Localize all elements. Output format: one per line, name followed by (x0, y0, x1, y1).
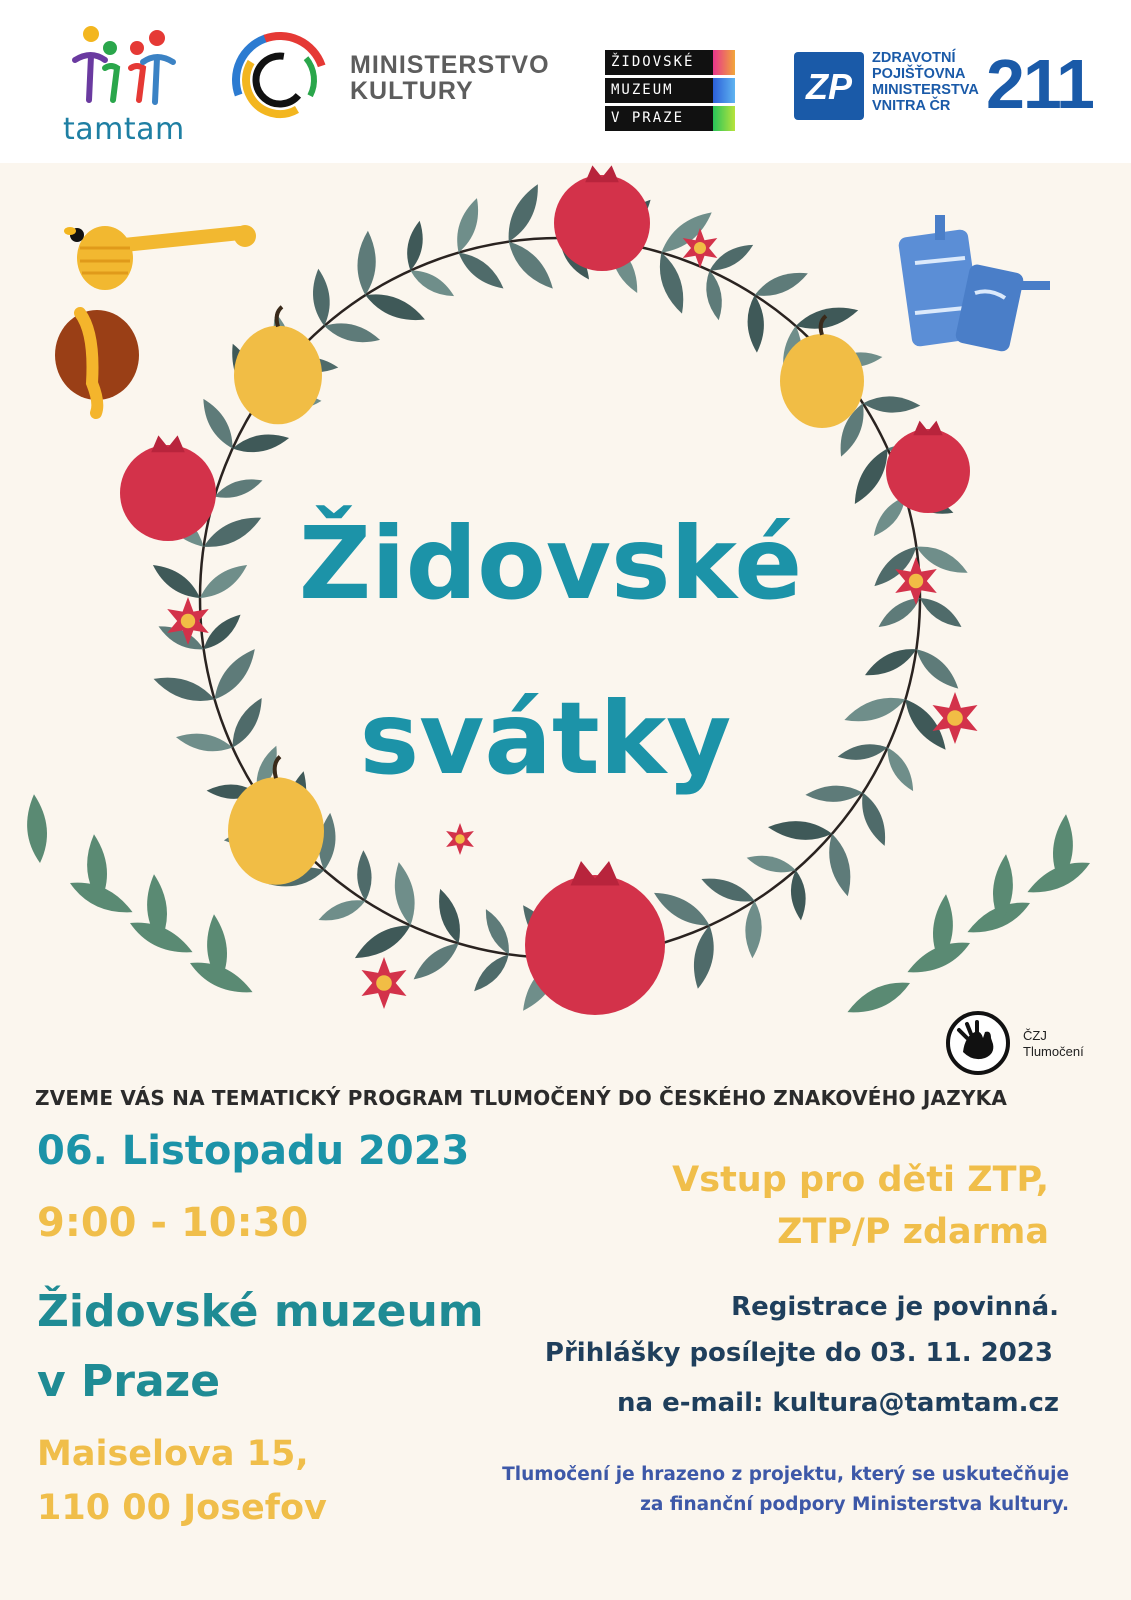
leaf (823, 832, 856, 899)
leaf (767, 818, 833, 843)
leaf (794, 301, 861, 334)
registration-line-2: Přihlášky posílejte do 03. 11. 2023 (544, 1338, 1053, 1368)
leaf (789, 869, 808, 921)
museum-line-3: V PRAZE (605, 106, 715, 131)
leaf (706, 239, 757, 277)
registration-line-1: Registrace je povinná. (731, 1292, 1059, 1322)
museum-color-bar-1 (713, 50, 735, 75)
ministry-c-icon (230, 30, 330, 130)
entry-line-1: Vstup pro děti ZTP, (672, 1160, 1049, 1200)
leaf (316, 894, 368, 926)
leaf (752, 266, 811, 303)
insurance-number: 211 (986, 45, 1093, 123)
czj-interpreting-badge (945, 1010, 1085, 1070)
insurance-line-2: POJIŠŤOVNA (872, 66, 966, 82)
leaf (855, 790, 892, 849)
funding-line-1: Tlumočení je hrazeno z projektu, který se uskutečňuje (502, 1464, 1069, 1485)
etrog-icon (234, 307, 322, 424)
logo-header (0, 0, 1131, 163)
event-time: 9:00 - 10:30 (37, 1200, 309, 1246)
event-address-line-1: Maiselova 15, (37, 1434, 309, 1474)
leaf (454, 246, 509, 295)
entry-line-2: ZTP/P zdarma (777, 1212, 1049, 1252)
star-flower-icon (362, 957, 407, 1009)
insurance-line-4: VNITRA ČR (872, 98, 951, 114)
pomegranate-icon (525, 861, 665, 1015)
leaf (698, 872, 757, 909)
leaf (310, 268, 332, 327)
sprig-leaf (843, 974, 914, 1021)
event-date: 06. Listopadu 2023 (37, 1128, 470, 1174)
tamtam-logo (55, 20, 205, 150)
star-flower-icon (446, 823, 474, 855)
leaf (409, 937, 464, 986)
museum-color-bar-2 (713, 78, 735, 103)
event-venue-line-1: Židovské muzeum (37, 1286, 484, 1337)
zp-badge (794, 52, 864, 120)
event-venue-line-2: v Praze (37, 1356, 221, 1407)
leaf (469, 949, 514, 996)
zp-badge-icon (794, 52, 864, 120)
leaf (745, 851, 798, 877)
leaf (322, 318, 382, 348)
museum-line-1: ŽIDOVSKÉ (605, 50, 715, 75)
ministry-line-1: MINISTERSTVO (350, 51, 550, 79)
insurance-line-1: ZDRAVOTNÍ (872, 50, 956, 66)
leaf (356, 850, 372, 901)
honey-apple-icon (55, 225, 256, 413)
leaf (863, 395, 921, 414)
leaf (689, 924, 719, 991)
event-address-line-2: 110 00 Josefov (37, 1488, 327, 1528)
czj-label (1023, 1028, 1084, 1060)
ministry-line-2: KULTURY (350, 77, 474, 105)
leaf (356, 230, 377, 295)
leaf (350, 918, 415, 966)
museum-color-bar-3 (713, 106, 735, 131)
insurance-logo (794, 45, 1114, 128)
insurance-line-3: MINISTERSTVA (872, 82, 979, 98)
tamtam-figures-icon (55, 20, 195, 115)
invitation-heading: ZVEME VÁS NA TEMATICKÝ PROGRAM TLUMOČENÝ DO ČESKÉHO ZNAKOVÉHO JAZYKA (35, 1086, 1007, 1110)
title-line-1: Židovské (298, 505, 803, 622)
ministry-of-culture-logo (230, 30, 570, 130)
leaf (501, 180, 546, 246)
czj-line-2: Tlumočení (1023, 1044, 1084, 1059)
tamtam-wordmark: tamtam (63, 112, 185, 147)
pomegranate-icon (554, 165, 650, 271)
registration-email: na e-mail: kultura@tamtam.cz (616, 1388, 1059, 1418)
dreidel-icon (898, 215, 1050, 353)
jewish-museum-logo (605, 50, 745, 134)
leaf (196, 395, 239, 453)
museum-line-2: MUZEUM (605, 78, 715, 103)
insurance-wordmark (872, 50, 979, 114)
leaf (502, 235, 559, 294)
ministry-wordmark (350, 52, 550, 104)
zp-badge-label: ZP (805, 66, 853, 107)
sign-language-hands-icon (945, 1010, 1011, 1076)
leaf (747, 295, 766, 353)
leaf (744, 901, 763, 959)
funding-line-2: za finanční podpory Ministerstva kultury. (640, 1494, 1069, 1515)
title-line-2: svátky (359, 680, 732, 797)
leaf (362, 287, 428, 328)
pomegranate-icon (886, 421, 970, 513)
czj-line-1: ČZJ (1023, 1028, 1047, 1043)
sprig-leaf (24, 793, 49, 863)
